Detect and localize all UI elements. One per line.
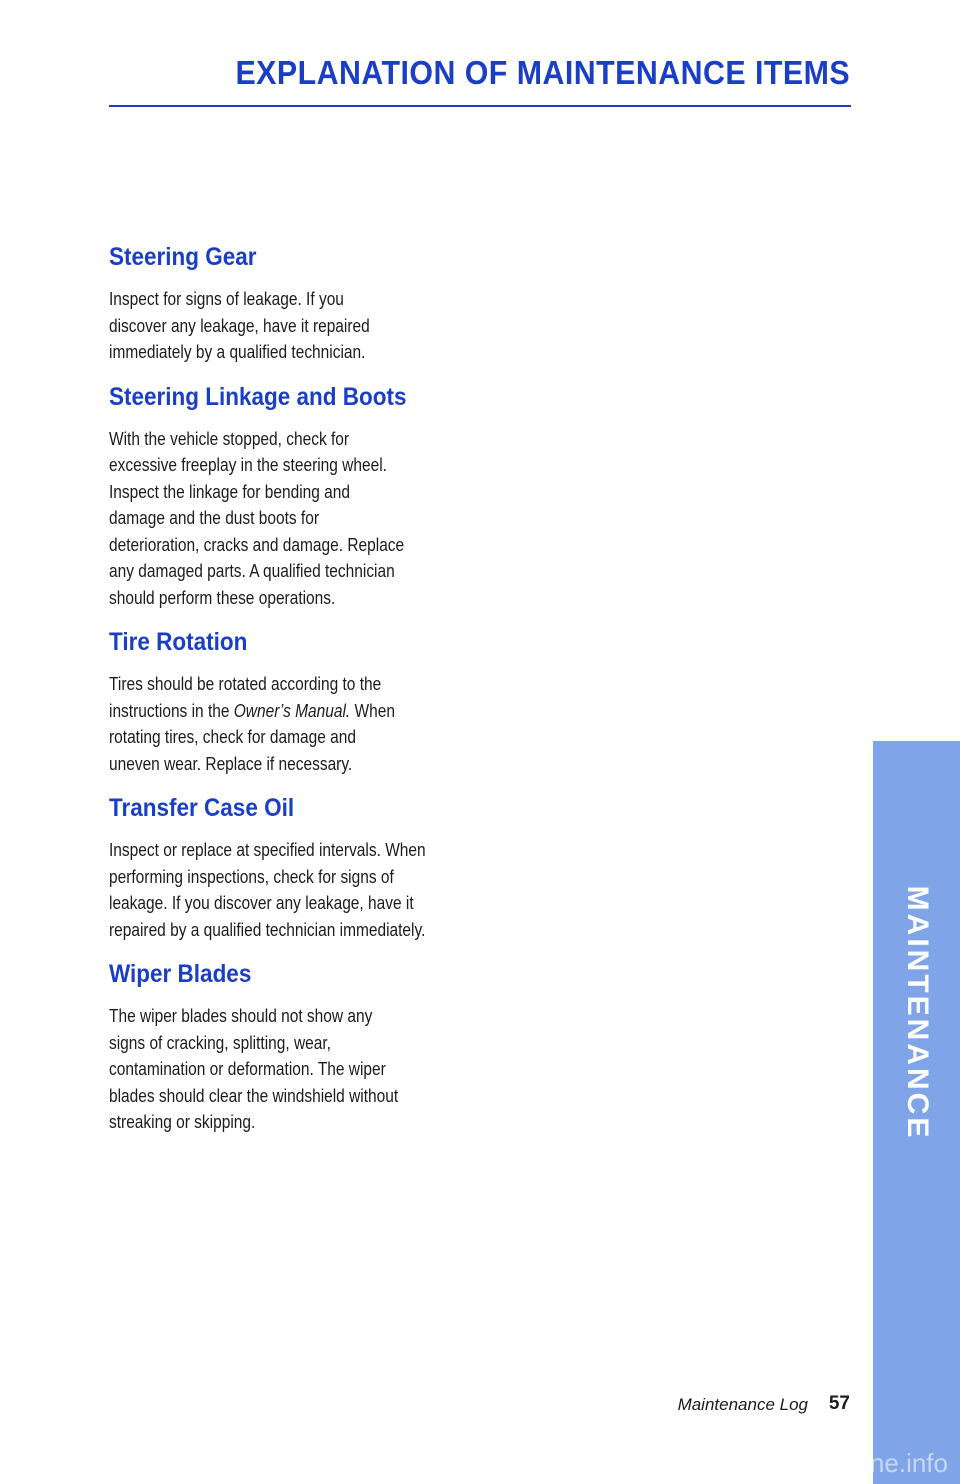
section-steering-gear: [109, 240, 489, 366]
section-heading: Steering Linkage and Boots: [109, 382, 407, 411]
section-body: With the vehicle stopped, check for excessive freeplay in the steering wheel. Inspect the linkage for bending and damage and the dust boots for deterioration, cracks and damage. Replace any damaged parts. A qualified technician should perform these operations.: [109, 428, 405, 608]
section-tire-rotation: [109, 625, 489, 777]
footer-section-label: Maintenance Log: [677, 1395, 808, 1414]
page-number: 57: [828, 1393, 850, 1414]
owners-manual-reference: Owner’s Manual.: [233, 700, 351, 721]
section-heading: Transfer Case Oil: [109, 794, 295, 822]
section-body: The wiper blades should not show any signs of cracking, splitting, wear, contamination or deformation. The wiper blades should clear the windshield without streaking or skipping.: [109, 1006, 399, 1132]
maintenance-items: [109, 240, 489, 1150]
chapter-tab-label: MAINTENANCE: [900, 885, 934, 1141]
section-steering-linkage-and-boots: [109, 380, 489, 612]
section-heading: Wiper Blades: [109, 960, 252, 988]
section-heading: Steering Gear: [109, 243, 257, 271]
section-body: Tires should be rotated according to the instructions in the Owner’s Manual. When rotating tires, check for damage and uneven wear. Replace if necessary.: [109, 674, 395, 774]
chapter-side-tab: [873, 741, 960, 1484]
section-body: Inspect for signs of leakage. If you discover any leakage, have it repaired immediately by a qualified technician.: [109, 289, 370, 362]
page-title: EXPLANATION OF MAINTENANCE ITEMS: [235, 54, 850, 91]
section-transfer-case-oil: [109, 791, 489, 943]
watermark-text: carmanualsonline.info: [695, 1448, 948, 1478]
section-heading: Tire Rotation: [109, 628, 248, 656]
section-body: Inspect or replace at specified intervals. When performing inspections, check for signs of leakage. If you discover any leakage, have it repaired by a qualified technician immediately.: [109, 840, 426, 940]
title-divider: [109, 105, 851, 107]
section-wiper-blades: [109, 957, 489, 1136]
